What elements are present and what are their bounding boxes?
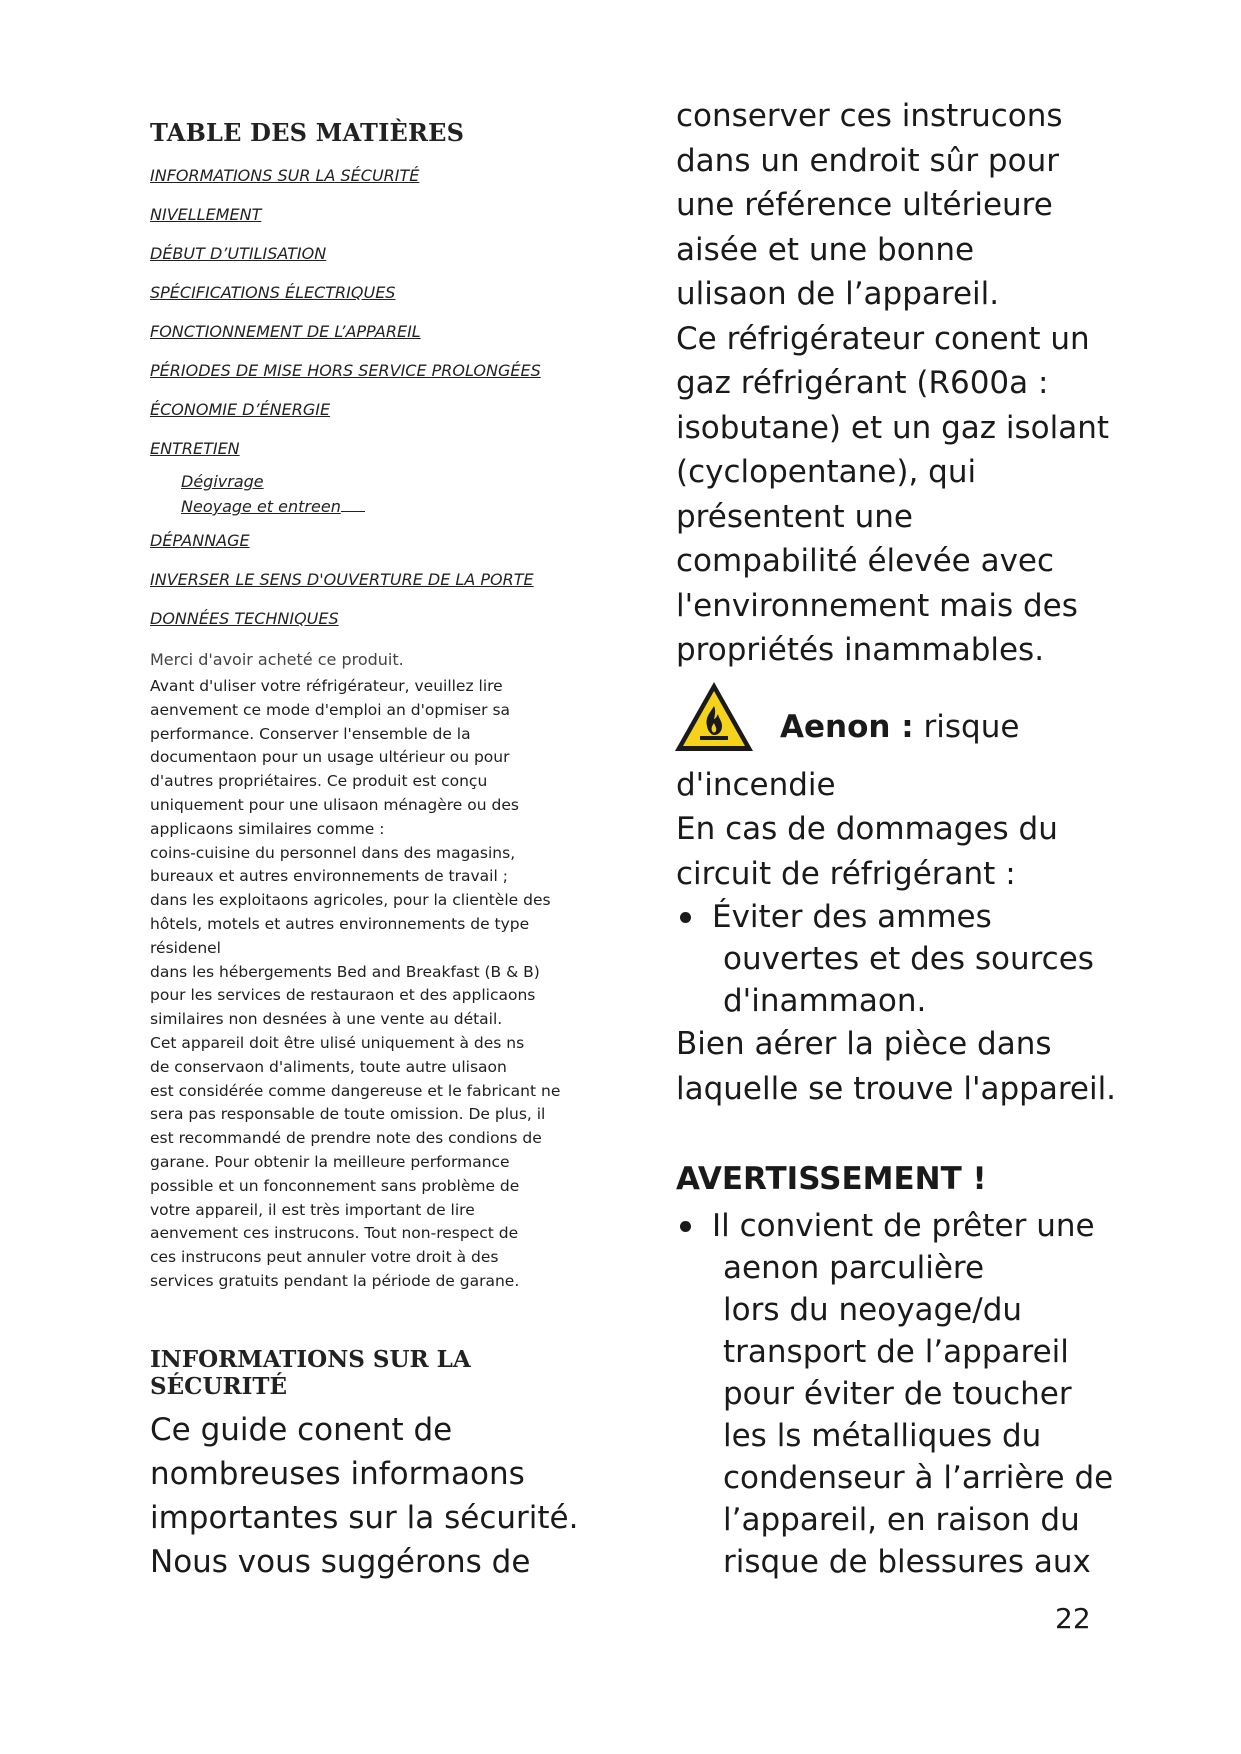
intro-line: est recommandé de prendre note des condions de bbox=[150, 1129, 542, 1148]
safety-heading: INFORMATIONS SUR LA SÉCURITÉ bbox=[150, 1345, 471, 1400]
toc-item-levelling[interactable]: NIVELLEMENT bbox=[150, 205, 262, 224]
bullet-line: aenon parculière bbox=[723, 1250, 985, 1286]
intro-paragraph bbox=[150, 675, 590, 1294]
left-column bbox=[150, 118, 590, 1584]
toc-title: TABLE DES MATIÈRES bbox=[150, 118, 465, 147]
list-item bbox=[676, 896, 1146, 1022]
intro-line: pour les services de restauraon et des applicaons bbox=[150, 986, 536, 1005]
right-line: ulisaon de l’appareil. bbox=[676, 276, 1000, 312]
attention-paragraph bbox=[676, 763, 1146, 897]
bullet-line: transport de l’appareil bbox=[723, 1334, 1069, 1370]
right-line: propriétés inammables. bbox=[676, 632, 1045, 668]
toc-item-door-reversal[interactable]: INVERSER LE SENS D'OUVERTURE DE LA PORTE bbox=[150, 570, 534, 589]
toc-subitem-cleaning[interactable] bbox=[181, 496, 590, 530]
toc-item-out-of-service[interactable]: PÉRIODES DE MISE HORS SERVICE PROLONGÉES bbox=[150, 361, 541, 380]
right-line: l'environnement mais des bbox=[676, 587, 1078, 624]
bullet-dot bbox=[680, 1221, 691, 1232]
bullet-line: Éviter des ammes bbox=[712, 899, 992, 935]
bullet-line: condenseur à l’arrière de bbox=[723, 1460, 1114, 1496]
safety-line: Ce guide conent de bbox=[150, 1411, 453, 1448]
toc-leader bbox=[341, 511, 365, 512]
intro-line: votre appareil, il est très important de lire bbox=[150, 1200, 475, 1219]
intro-line: Cet appareil doit être ulisé uniquement à des ns bbox=[150, 1033, 525, 1052]
right-line: d'incendie bbox=[676, 766, 836, 803]
toc-item-maintenance[interactable]: ENTRETIEN bbox=[150, 439, 240, 458]
right-line: Ce réfrigérateur conent un bbox=[676, 320, 1090, 357]
list-item bbox=[676, 1205, 1146, 1583]
right-line: compabilité élevée avec bbox=[676, 543, 1055, 579]
right-line: conserver ces instrucons bbox=[676, 98, 1063, 134]
bullet-line: l’appareil, en raison du bbox=[723, 1502, 1080, 1538]
bullet-line: lors du neoyage/du bbox=[723, 1292, 1023, 1328]
intro-line: uniquement pour une ulisaon ménagère ou des bbox=[150, 795, 519, 814]
intro-line: garane. Pour obtenir la meilleure performance bbox=[150, 1152, 510, 1171]
toc-subitem-cleaning-label: Neoyage et entreen bbox=[181, 497, 341, 516]
right-line: présentent une bbox=[676, 498, 913, 535]
right-line: isobutane) et un gaz isolant bbox=[676, 409, 1110, 446]
intro-line: hôtels, motels et autres environnements de type bbox=[150, 914, 530, 933]
intro-line: documentaon pour un usage ultérieur ou pour bbox=[150, 748, 510, 767]
intro-line: bureaux et autres environnements de travail ; bbox=[150, 867, 508, 886]
intro-line: aenvement ce mode d'emploi an d'opmiser sa bbox=[150, 700, 511, 719]
toc-subitem-defrosting[interactable]: Dégivrage bbox=[181, 472, 264, 491]
toc-item-operation[interactable]: FONCTIONNEMENT DE L’APPAREIL bbox=[150, 322, 421, 341]
ventilation-paragraph bbox=[676, 1022, 1146, 1111]
toc-item-electrical[interactable]: SPÉCIFICATIONS ÉLECTRIQUES bbox=[150, 283, 396, 302]
safety-paragraph bbox=[150, 1408, 590, 1584]
intro-line: performance. Conserver l'ensemble de la bbox=[150, 724, 471, 743]
intro-line: dans les hébergements Bed and Breakfast (B & B) bbox=[150, 962, 540, 981]
intro-section bbox=[150, 648, 590, 1294]
bullet-dot bbox=[680, 912, 691, 923]
bullet-line: d'inammaon. bbox=[723, 983, 927, 1019]
toc-item-troubleshooting[interactable]: DÉPANNAGE bbox=[150, 531, 250, 550]
bullet-line: pour éviter de toucher bbox=[723, 1376, 1072, 1412]
intro-line: de conservaon d'aliments, toute autre ulisaon bbox=[150, 1057, 507, 1076]
attention-label: Aenon : bbox=[780, 708, 914, 745]
intro-line: services gratuits pendant la période de garane. bbox=[150, 1271, 520, 1290]
toc-item-getting-started[interactable]: DÉBUT D’UTILISATION bbox=[150, 244, 327, 263]
intro-line: dans les exploitaons agricoles, pour la clientèle des bbox=[150, 891, 551, 910]
bullet-line: ouvertes et des sources bbox=[723, 941, 1094, 977]
page-number: 22 bbox=[1055, 1602, 1091, 1635]
intro-line: ces instrucons peut annuler votre droit à des bbox=[150, 1248, 499, 1267]
right-column bbox=[676, 94, 1146, 1583]
intro-line: aenvement ces instrucons. Tout non-respect de bbox=[150, 1224, 519, 1243]
warning-bullet-list bbox=[676, 1205, 1146, 1583]
attention-line bbox=[780, 705, 1019, 749]
toc-item-technical-data[interactable]: DONNÉES TECHNIQUES bbox=[150, 609, 339, 628]
right-line: gaz réfrigérant (R600a : bbox=[676, 365, 1049, 401]
right-line: circuit de réfrigérant : bbox=[676, 855, 1016, 892]
right-line: laquelle se trouve l'appareil. bbox=[676, 1070, 1117, 1107]
intro-line: coins-cuisine du personnel dans des magasins, bbox=[150, 843, 516, 862]
bullet-line: Il convient de prêter une bbox=[712, 1208, 1095, 1244]
right-line: une référence ultérieure bbox=[676, 187, 1053, 223]
intro-line: est considérée comme dangereuse et le fabricant ne bbox=[150, 1081, 561, 1100]
intro-line: sera pas responsable de toute omission. De plus, il bbox=[150, 1105, 546, 1124]
intro-line: similaires non desnées à une vente au détail. bbox=[150, 1010, 503, 1029]
intro-line: possible et un fonconnement sans problème de bbox=[150, 1176, 520, 1195]
thanks-text: Merci d'avoir acheté ce produit. bbox=[150, 650, 404, 669]
bullet-line: les ls métalliques du bbox=[723, 1418, 1042, 1454]
intro-line: résidenel bbox=[150, 938, 221, 957]
warning-heading: AVERTISSEMENT ! bbox=[676, 1161, 987, 1197]
right-line: aisée et une bonne bbox=[676, 231, 975, 268]
right-line: En cas de dommages du bbox=[676, 811, 1058, 847]
right-line: dans un endroit sûr pour bbox=[676, 142, 1059, 179]
storage-paragraph bbox=[676, 94, 1146, 673]
intro-line: Avant d'uliser votre réfrigérateur, veuillez lire bbox=[150, 677, 503, 695]
attention-row bbox=[676, 679, 1146, 763]
attention-text: risque bbox=[913, 708, 1020, 745]
flammable-warning-icon bbox=[672, 679, 756, 755]
intro-line: d'autres propriétaires. Ce produit est conçu bbox=[150, 772, 488, 791]
toc-item-energy-saving[interactable]: ÉCONOMIE D’ÉNERGIE bbox=[150, 400, 331, 419]
right-line: (cyclopentane), qui bbox=[676, 454, 977, 490]
intro-line: applicaons similaires comme : bbox=[150, 819, 385, 838]
safety-line: importantes sur la sécurité. bbox=[150, 1499, 579, 1536]
right-line: Bien aérer la pièce dans bbox=[676, 1026, 1052, 1062]
bullet-list bbox=[676, 896, 1146, 1022]
toc-item-safety[interactable]: INFORMATIONS SUR LA SÉCURITÉ bbox=[150, 166, 420, 185]
safety-line: nombreuses informaons bbox=[150, 1455, 525, 1492]
table-of-contents bbox=[150, 165, 590, 647]
bullet-line: risque de blessures aux bbox=[723, 1544, 1091, 1580]
safety-line: Nous vous suggérons de bbox=[150, 1543, 531, 1580]
